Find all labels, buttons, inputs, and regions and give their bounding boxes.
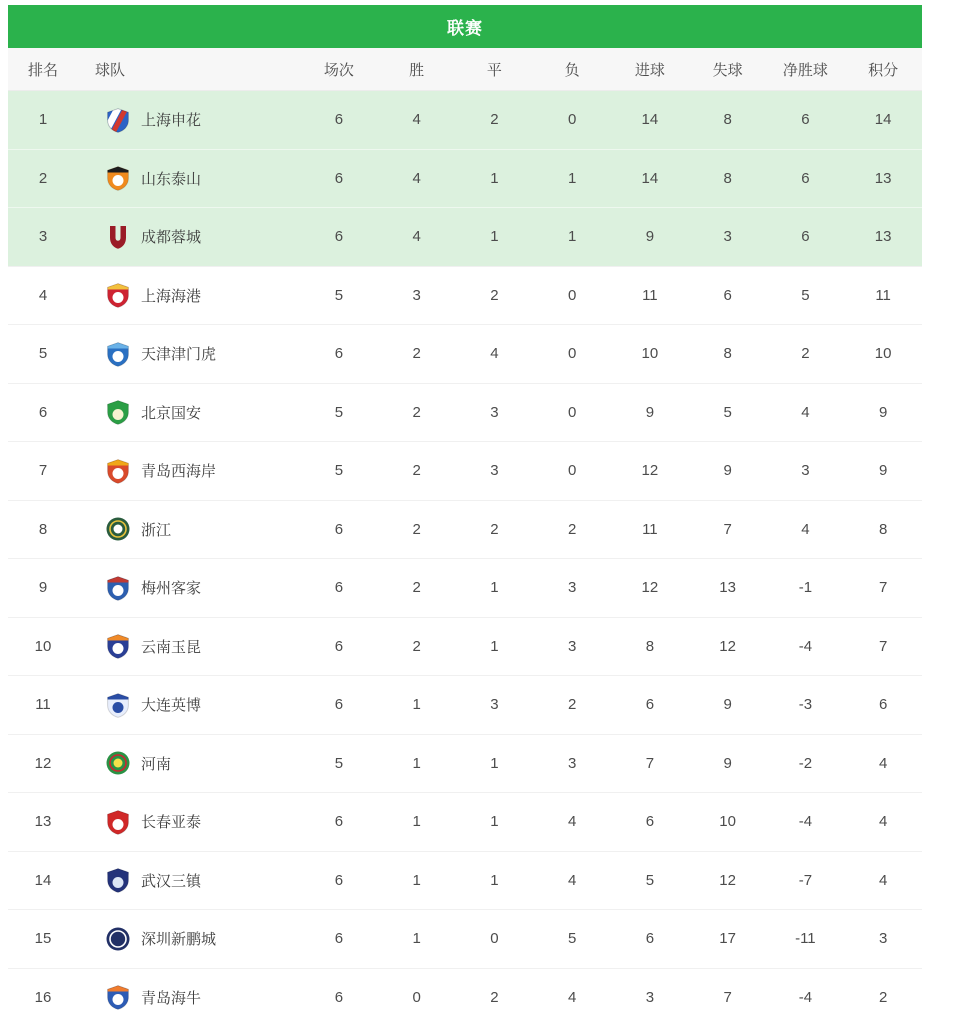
stat-played: 6 xyxy=(300,851,378,910)
stat-loss: 4 xyxy=(533,851,611,910)
stat-goals-against: 9 xyxy=(689,734,767,793)
stat-loss: 0 xyxy=(533,266,611,325)
rank-cell: 7 xyxy=(8,442,78,501)
stat-played: 6 xyxy=(300,208,378,267)
stat-points: 4 xyxy=(844,793,922,852)
stat-goals-against: 9 xyxy=(689,442,767,501)
table-row[interactable] xyxy=(8,500,922,559)
team-cell[interactable] xyxy=(78,266,300,325)
stat-goal-diff: 4 xyxy=(767,500,845,559)
stat-points: 4 xyxy=(844,734,922,793)
stat-win: 0 xyxy=(378,968,456,1026)
stat-loss: 0 xyxy=(533,383,611,442)
stat-loss: 1 xyxy=(533,208,611,267)
stat-played: 5 xyxy=(300,383,378,442)
table-header-row xyxy=(8,48,922,91)
stat-goal-diff: 3 xyxy=(767,442,845,501)
stat-goal-diff: -4 xyxy=(767,793,845,852)
stat-draw: 2 xyxy=(456,91,534,150)
stat-loss: 1 xyxy=(533,149,611,208)
stat-loss: 5 xyxy=(533,910,611,969)
table-row[interactable] xyxy=(8,968,922,1026)
rank-cell: 9 xyxy=(8,559,78,618)
rank-cell: 1 xyxy=(8,91,78,150)
stat-loss: 3 xyxy=(533,617,611,676)
beijing-guoan-crest xyxy=(105,399,131,425)
tianjin-jinmen-tiger-crest xyxy=(105,341,131,367)
rank-cell: 16 xyxy=(8,968,78,1026)
stat-goals-for: 3 xyxy=(611,968,689,1026)
col-header-points: 积分 xyxy=(844,48,922,91)
stat-points: 13 xyxy=(844,208,922,267)
team-cell[interactable] xyxy=(78,325,300,384)
stat-goals-for: 12 xyxy=(611,442,689,501)
table-row[interactable] xyxy=(8,851,922,910)
stat-draw: 2 xyxy=(456,968,534,1026)
stat-goals-against: 12 xyxy=(689,851,767,910)
rank-cell: 11 xyxy=(8,676,78,735)
stat-points: 7 xyxy=(844,559,922,618)
team-cell[interactable] xyxy=(78,91,300,150)
stat-win: 1 xyxy=(378,734,456,793)
shandong-taishan-crest xyxy=(105,165,131,191)
stat-loss: 3 xyxy=(533,734,611,793)
team-cell[interactable] xyxy=(78,676,300,735)
stat-win: 3 xyxy=(378,266,456,325)
stat-goals-for: 14 xyxy=(611,149,689,208)
stat-draw: 2 xyxy=(456,500,534,559)
dalian-yingbo-crest xyxy=(105,692,131,718)
stat-win: 2 xyxy=(378,442,456,501)
stat-draw: 1 xyxy=(456,793,534,852)
stat-goals-against: 5 xyxy=(689,383,767,442)
stat-goals-against: 3 xyxy=(689,208,767,267)
col-header-win: 胜 xyxy=(378,48,456,91)
stat-goals-against: 13 xyxy=(689,559,767,618)
rank-cell: 2 xyxy=(8,149,78,208)
team-name: 梅州客家 xyxy=(141,580,202,598)
team-cell[interactable] xyxy=(78,208,300,267)
stat-draw: 0 xyxy=(456,910,534,969)
league-title: 联赛 xyxy=(447,19,483,38)
stat-played: 6 xyxy=(300,968,378,1026)
table-row[interactable] xyxy=(8,208,922,267)
stat-goals-for: 8 xyxy=(611,617,689,676)
shenzhen-peng-city-crest xyxy=(105,926,131,952)
stat-goal-diff: -11 xyxy=(767,910,845,969)
stat-points: 6 xyxy=(844,676,922,735)
table-row[interactable] xyxy=(8,266,922,325)
stat-win: 2 xyxy=(378,500,456,559)
stat-goals-for: 9 xyxy=(611,208,689,267)
stat-goal-diff: 5 xyxy=(767,266,845,325)
table-row[interactable] xyxy=(8,442,922,501)
stat-played: 6 xyxy=(300,617,378,676)
team-cell[interactable] xyxy=(78,149,300,208)
team-name: 长春亚泰 xyxy=(141,814,202,832)
stat-played: 6 xyxy=(300,91,378,150)
league-standings-widget xyxy=(8,5,922,1026)
stat-draw: 1 xyxy=(456,149,534,208)
stat-goals-for: 9 xyxy=(611,383,689,442)
stat-win: 2 xyxy=(378,325,456,384)
stat-loss: 4 xyxy=(533,968,611,1026)
stat-played: 5 xyxy=(300,442,378,501)
stat-played: 5 xyxy=(300,734,378,793)
stat-goals-against: 17 xyxy=(689,910,767,969)
table-row[interactable] xyxy=(8,793,922,852)
table-row[interactable] xyxy=(8,676,922,735)
team-cell[interactable] xyxy=(78,968,300,1026)
col-header-loss: 负 xyxy=(533,48,611,91)
stat-win: 4 xyxy=(378,208,456,267)
shanghai-shenhua-crest xyxy=(105,107,131,133)
stat-goal-diff: 4 xyxy=(767,383,845,442)
rank-cell: 13 xyxy=(8,793,78,852)
stat-win: 1 xyxy=(378,851,456,910)
team-name: 山东泰山 xyxy=(141,170,202,188)
stat-win: 1 xyxy=(378,910,456,969)
col-header-goals-against: 失球 xyxy=(689,48,767,91)
stat-points: 9 xyxy=(844,442,922,501)
team-name: 武汉三镇 xyxy=(141,872,202,890)
stat-draw: 1 xyxy=(456,208,534,267)
stat-draw: 3 xyxy=(456,676,534,735)
team-cell[interactable] xyxy=(78,793,300,852)
stat-goals-against: 7 xyxy=(689,500,767,559)
table-row[interactable] xyxy=(8,91,922,150)
stat-draw: 1 xyxy=(456,851,534,910)
stat-draw: 3 xyxy=(456,442,534,501)
team-name: 青岛海牛 xyxy=(141,989,202,1007)
col-header-goal-diff: 净胜球 xyxy=(767,48,845,91)
team-cell[interactable] xyxy=(78,910,300,969)
stat-win: 2 xyxy=(378,559,456,618)
stat-goals-for: 10 xyxy=(611,325,689,384)
team-cell[interactable] xyxy=(78,734,300,793)
team-cell[interactable] xyxy=(78,383,300,442)
rank-cell: 5 xyxy=(8,325,78,384)
stat-win: 4 xyxy=(378,149,456,208)
stat-goal-diff: -7 xyxy=(767,851,845,910)
stat-goals-for: 6 xyxy=(611,793,689,852)
stat-points: 7 xyxy=(844,617,922,676)
table-row[interactable] xyxy=(8,149,922,208)
stat-goals-for: 6 xyxy=(611,676,689,735)
rank-cell: 12 xyxy=(8,734,78,793)
stat-points: 2 xyxy=(844,968,922,1026)
stat-goal-diff: -4 xyxy=(767,617,845,676)
stat-points: 9 xyxy=(844,383,922,442)
rank-cell: 8 xyxy=(8,500,78,559)
stat-draw: 1 xyxy=(456,617,534,676)
rank-cell: 6 xyxy=(8,383,78,442)
chengdu-rongcheng-crest xyxy=(105,224,131,250)
stat-win: 1 xyxy=(378,676,456,735)
table-row[interactable] xyxy=(8,910,922,969)
stat-loss: 2 xyxy=(533,676,611,735)
team-name: 大连英博 xyxy=(141,697,202,715)
stat-loss: 0 xyxy=(533,442,611,501)
rank-cell: 3 xyxy=(8,208,78,267)
stat-loss: 4 xyxy=(533,793,611,852)
team-name: 河南 xyxy=(141,755,172,773)
stat-goals-against: 8 xyxy=(689,325,767,384)
team-cell[interactable] xyxy=(78,559,300,618)
stat-goals-against: 7 xyxy=(689,968,767,1026)
stat-goals-against: 10 xyxy=(689,793,767,852)
stat-goal-diff: 6 xyxy=(767,208,845,267)
team-cell[interactable] xyxy=(78,617,300,676)
stat-goal-diff: -2 xyxy=(767,734,845,793)
stat-points: 10 xyxy=(844,325,922,384)
rank-cell: 10 xyxy=(8,617,78,676)
stat-goals-for: 14 xyxy=(611,91,689,150)
stat-points: 3 xyxy=(844,910,922,969)
col-header-team: 球队 xyxy=(78,48,300,91)
stat-points: 8 xyxy=(844,500,922,559)
team-cell[interactable] xyxy=(78,851,300,910)
team-name: 上海海港 xyxy=(141,287,202,305)
league-title-bar xyxy=(8,5,922,48)
stat-draw: 1 xyxy=(456,559,534,618)
team-name: 浙江 xyxy=(141,521,172,539)
stat-goals-against: 9 xyxy=(689,676,767,735)
stat-points: 11 xyxy=(844,266,922,325)
stat-played: 6 xyxy=(300,500,378,559)
col-header-rank: 排名 xyxy=(8,48,78,91)
stat-goal-diff: -1 xyxy=(767,559,845,618)
team-name: 成都蓉城 xyxy=(141,229,202,247)
stat-loss: 2 xyxy=(533,500,611,559)
col-header-goals-for: 进球 xyxy=(611,48,689,91)
team-cell[interactable] xyxy=(78,442,300,501)
team-name: 天津津门虎 xyxy=(141,346,217,364)
stat-goals-for: 6 xyxy=(611,910,689,969)
team-name: 上海申花 xyxy=(141,112,202,130)
table-row[interactable] xyxy=(8,383,922,442)
table-row[interactable] xyxy=(8,734,922,793)
zhejiang-crest xyxy=(105,516,131,542)
rank-cell: 4 xyxy=(8,266,78,325)
league-table xyxy=(8,48,922,1026)
stat-points: 4 xyxy=(844,851,922,910)
rank-cell: 15 xyxy=(8,910,78,969)
stat-goals-against: 6 xyxy=(689,266,767,325)
stat-goal-diff: 6 xyxy=(767,149,845,208)
stat-goals-for: 11 xyxy=(611,266,689,325)
stat-goal-diff: -4 xyxy=(767,968,845,1026)
team-cell[interactable] xyxy=(78,500,300,559)
team-name: 青岛西海岸 xyxy=(141,463,217,481)
stat-points: 13 xyxy=(844,149,922,208)
stat-draw: 1 xyxy=(456,734,534,793)
table-row[interactable] xyxy=(8,325,922,384)
stat-played: 6 xyxy=(300,793,378,852)
team-name: 深圳新鹏城 xyxy=(141,931,217,949)
stat-goals-against: 12 xyxy=(689,617,767,676)
team-name: 北京国安 xyxy=(141,404,202,422)
stat-loss: 3 xyxy=(533,559,611,618)
col-header-draw: 平 xyxy=(456,48,534,91)
stat-win: 2 xyxy=(378,383,456,442)
table-row[interactable] xyxy=(8,559,922,618)
stat-goals-against: 8 xyxy=(689,149,767,208)
stat-played: 5 xyxy=(300,266,378,325)
stat-loss: 0 xyxy=(533,91,611,150)
stat-goals-for: 7 xyxy=(611,734,689,793)
col-header-played: 场次 xyxy=(300,48,378,91)
stat-goals-for: 12 xyxy=(611,559,689,618)
team-name: 云南玉昆 xyxy=(141,638,202,656)
stat-points: 14 xyxy=(844,91,922,150)
stat-played: 6 xyxy=(300,559,378,618)
qingdao-hainiu-crest xyxy=(105,984,131,1010)
stat-draw: 2 xyxy=(456,266,534,325)
stat-win: 1 xyxy=(378,793,456,852)
wuhan-three-towns-crest xyxy=(105,867,131,893)
henan-crest xyxy=(105,750,131,776)
rank-cell: 14 xyxy=(8,851,78,910)
stat-goals-for: 5 xyxy=(611,851,689,910)
stat-loss: 0 xyxy=(533,325,611,384)
stat-played: 6 xyxy=(300,325,378,384)
stat-win: 4 xyxy=(378,91,456,150)
stat-goal-diff: 2 xyxy=(767,325,845,384)
stat-played: 6 xyxy=(300,910,378,969)
stat-goals-against: 8 xyxy=(689,91,767,150)
meizhou-hakka-crest xyxy=(105,575,131,601)
stat-played: 6 xyxy=(300,676,378,735)
stat-win: 2 xyxy=(378,617,456,676)
qingdao-west-coast-crest xyxy=(105,458,131,484)
stat-goal-diff: -3 xyxy=(767,676,845,735)
shanghai-port-crest xyxy=(105,282,131,308)
yunnan-yukun-crest xyxy=(105,633,131,659)
stat-draw: 3 xyxy=(456,383,534,442)
stat-draw: 4 xyxy=(456,325,534,384)
stat-played: 6 xyxy=(300,149,378,208)
stat-goals-for: 11 xyxy=(611,500,689,559)
table-row[interactable] xyxy=(8,617,922,676)
changchun-yatai-crest xyxy=(105,809,131,835)
stat-goal-diff: 6 xyxy=(767,91,845,150)
